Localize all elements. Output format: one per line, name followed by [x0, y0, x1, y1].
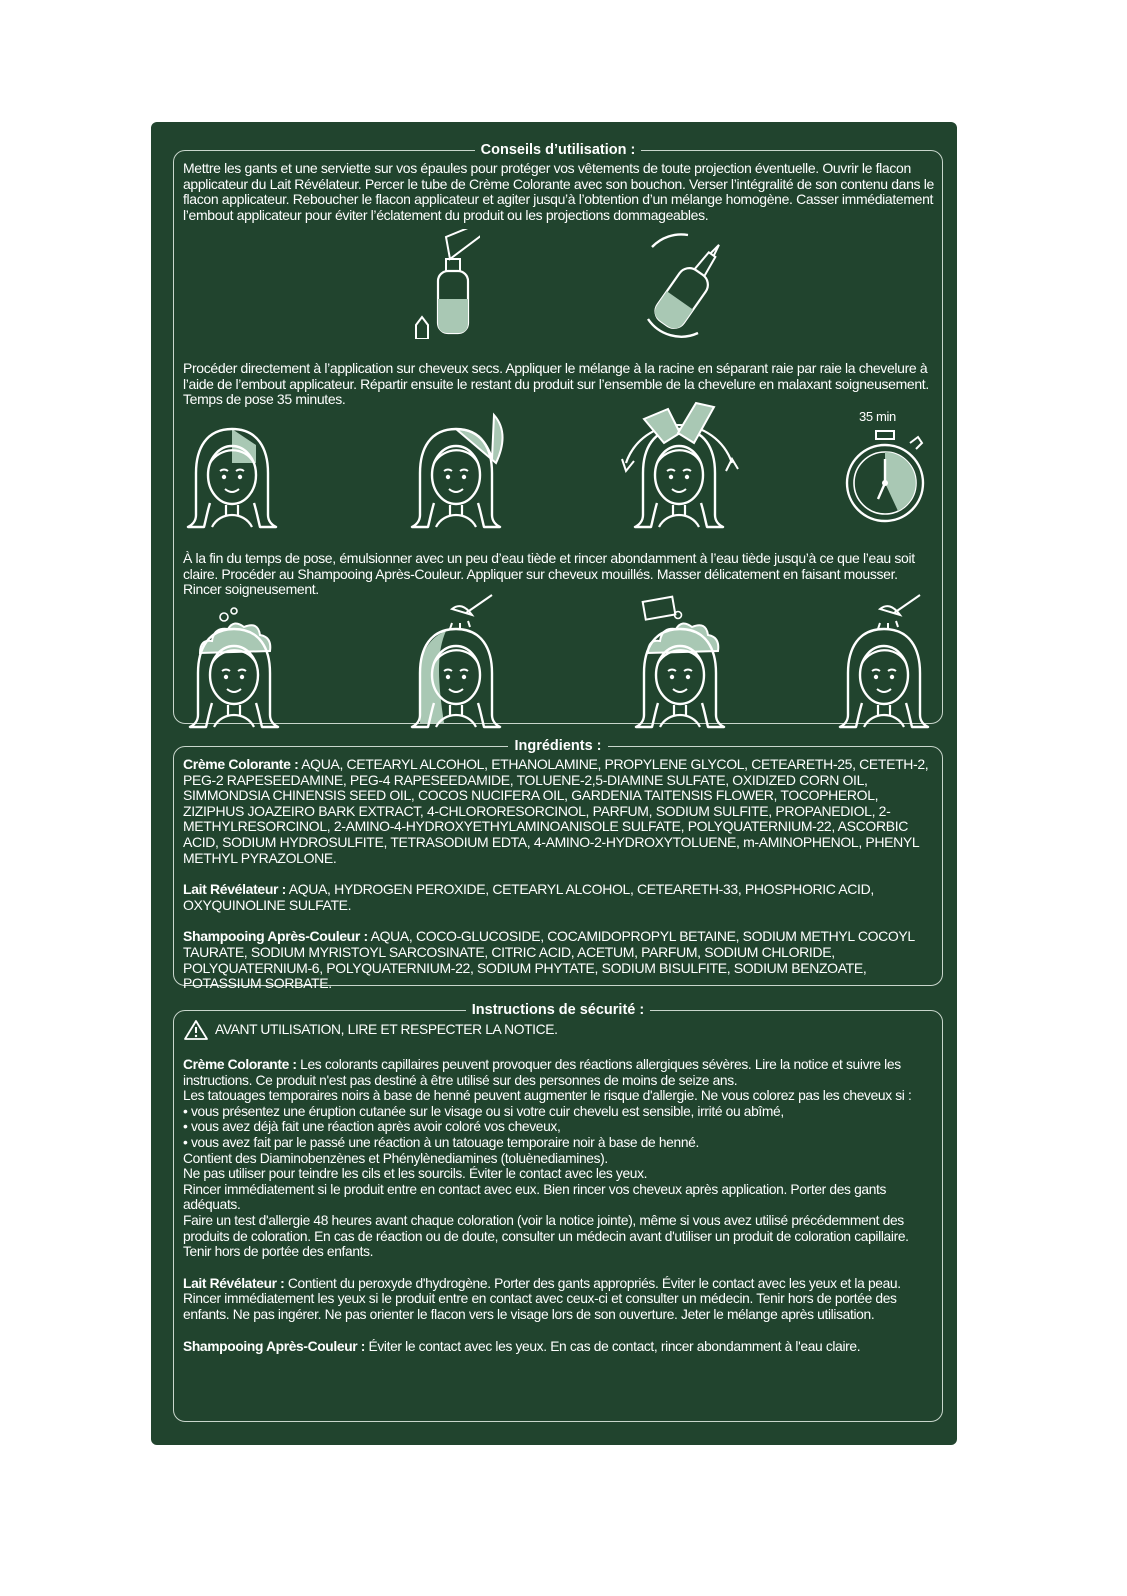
face-final-rinse-icon [834, 593, 944, 733]
mix-bottle-icon [410, 229, 480, 339]
ingredients-section [173, 738, 943, 992]
safety-shampoo: Shampooing Après-Couleur : Éviter le contact avec les yeux. En cas de contact, rincer abondamment à l'eau claire. [183, 1338, 861, 1354]
safety-warning: AVANT UTILISATION, LIRE ET RESPECTER LA NOTICE. [215, 1022, 558, 1038]
safety-creme: Crème Colorante : Les colorants capillaires peuvent provoquer des réactions allergiques sévères. Lire la notice et suivre les instructions. Ce produit n'est pas destiné à être utilisé sur des personnes de moins de seize ans. Les tatouages temporaires noirs à base de henné peuvent augmenter le risque d'allergie. Ne vous colorez pas les cheveux si : • vous présentez une éruption cutanée sur le visage ou si votre cuir chevelu est sensible, irrité ou abîmé, • vous avez déjà fait une réaction après avoir coloré vos cheveux, • vous avez fait par le passé une réaction à un tatouage temporaire noir à base de henné. Contient des Diaminobenzènes et Phénylènediamines (toluènediamines). Ne pas utiliser pour teindre les cils et les sourcils. Éviter le contact avec les yeux. Rincer immédiatement si le produit entre en contact avec eux. Bien rincer vos cheveux après application. Porter des gants adéquats. Faire un test d'allergie 48 heures avant chaque coloration (voir la notice jointe), même si vous avez utilisé précédemment des produits de coloration. En cas de réaction ou de doute, consulter un médecin avant d'utiliser un produit de coloration capillaire. Tenir hors de portée des enfants. [183, 1057, 912, 1260]
usage-step2-text: Procéder directement à l’application sur cheveux secs. Appliquer le mélange à la racine en séparant raie par raie la chevelure à l’aide de l’embout applicateur. Répartir ensuite le restant du produit sur l’ensemble de la chevelure en malaxant soigneusement. Temps de pose 35 minutes. [183, 360, 929, 408]
safety-section [173, 1002, 943, 1422]
safety-lait: Lait Révélateur : Contient du peroxyde d'hydrogène. Porter des gants appropriés. Éviter le contact avec les yeux et la peau. Rincer immédiatement les yeux si le produit entre en contact avec ceux-ci et consulter un médecin. Tenir hors de portée des enfants. Ne pas ingérer. Ne pas orienter le flacon vers le visage lors de son ouverture. Jeter le mélange après utilisation. [183, 1275, 901, 1322]
usage-step3-text: À la fin du temps de pose, émulsionner avec un peu d’eau tiède et rincer abondamment à l’eau tiède jusqu’à ce que l’eau soit claire. Procéder au Shampooing Après-Couleur. Appliquer sur cheveux mouillés. Masser délicatement en faisant mousser. Rincer soigneusement. [183, 550, 915, 598]
safety-text [183, 1019, 934, 1354]
ingredients-list [183, 757, 934, 992]
ingredients-lait: Lait Révélateur : AQUA, HYDROGEN PEROXIDE, CETEARYL ALCOHOL, CETEARETH-33, PHOSPHORIC ACID, OXYQUINOLINE SULFATE. [183, 881, 874, 913]
stopwatch-icon [840, 429, 930, 524]
face-massage-icon [614, 401, 744, 533]
face-shampoo-icon [630, 593, 740, 733]
shake-bottle-icon [638, 229, 728, 339]
ingredients-creme: Crème Colorante : AQUA, CETEARYL ALCOHOL, ETHANOLAMINE, PROPYLENE GLYCOL, CETEARETH-25, CETETH-2, PEG-2 RAPESEEDAMINE, PEG-4 RAPESEEDAMIDE, TOLUENE-2,5-DIAMINE SULFATE, OXIDIZED CORN OIL, SIMMONDSIA CHINENSIS SEED OIL, COCOS NUCIFERA OIL, GARDENIA TAITENSIS FLOWER, TOCOPHEROL, ZIZIPHUS JOAZEIRO BARK EXTRACT, 4-CHLORORESORCINOL, PARFUM, SODIUM SULFITE, PROPANEDIOL, 2-METHYLRESORCINOL, 2-AMINO-4-HYDROXYETHYLAMINOANISOLE SULFATE, POLYQUATERNIUM-22, ASCORBIC ACID, SODIUM HYDROSULFITE, TETRASODIUM EDTA, 4-AMINO-2-HYDROXYTOLUENE, m-AMINOPHENOL, PHENYL METHYL PYRAZOLONE. [183, 756, 929, 866]
face-foam-icon [184, 607, 284, 733]
face-rinse-icon [406, 593, 516, 733]
ingredients-title: Ingrédients : [508, 738, 607, 754]
safety-title: Instructions de sécurité : [466, 1002, 650, 1018]
product-insert-panel [151, 122, 957, 1445]
usage-step1-text: Mettre les gants et une serviette sur vos épaules pour protéger vos vêtements de toute projection éventuelle. Ouvrir le flacon applicateur du Lait Révélateur. Percer le tube de Crème Colorante avec son bouchon. Verser l’intégralité de son contenu dans le flacon applicateur. Reboucher le flacon applicateur et agiter jusqu’à l’obtention d’un mélange homogène. Casser immédiatement l’embout applicateur pour éviter l’éclatement du produit ou les projections dommageables. [183, 160, 934, 223]
warning-icon [183, 1019, 209, 1041]
face-apply-icon [406, 407, 516, 533]
usage-section [173, 142, 943, 724]
face-parting-icon [182, 423, 282, 533]
usage-title: Conseils d’utilisation : [475, 142, 642, 158]
ingredients-shampoo: Shampooing Après-Couleur : AQUA, COCO-GLUCOSIDE, COCAMIDOPROPYL BETAINE, SODIUM METHYL COCOYL TAURATE, SODIUM MYRISTOYL SARCOSINATE, CITRIC ACID, ACETUM, PARFUM, SODIUM CHLORIDE, POLYQUATERNIUM-6, POLYQUATERNIUM-22, SODIUM PHYTATE, SODIUM BISULFITE, SODIUM BENZOATE, POTASSIUM SORBATE. [183, 928, 915, 992]
timer-label: 35 min [859, 409, 896, 424]
